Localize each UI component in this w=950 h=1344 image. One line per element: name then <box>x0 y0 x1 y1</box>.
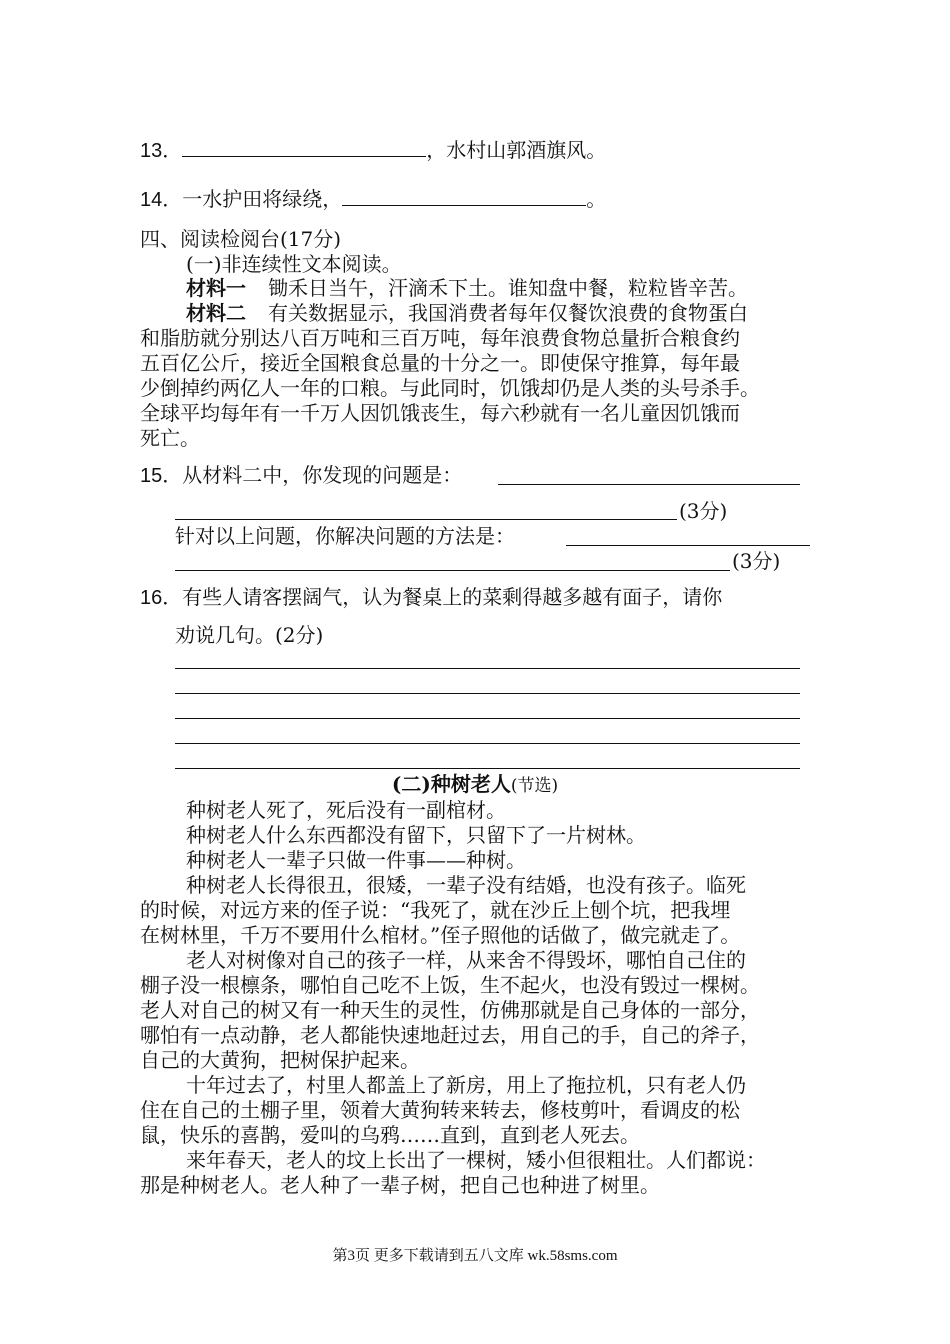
answer-line-16[interactable] <box>175 718 800 719</box>
story-line: 棚子没一根檩条，哪怕自己吃不上饭，生不起火，也没有毁过一棵树。 <box>140 973 760 997</box>
question-13-number: 13． <box>140 140 183 162</box>
answer-line-15a[interactable] <box>498 484 800 485</box>
material-2-line: 有关数据显示，我国消费者每年仅餐饮浪费的食物蛋白 <box>268 301 748 325</box>
question-15 <box>140 462 462 489</box>
question-16-text: 有些人请客摆阔气，认为餐桌上的菜剩得越多越有面子，请你 <box>182 585 723 609</box>
material-1 <box>186 275 748 301</box>
story-line: 自己的大黄狗，把树保护起来。 <box>140 1048 420 1072</box>
answer-line-16[interactable] <box>175 693 800 694</box>
story-line: 哪怕有一点动静，老人都能快速地赶过去，用自己的手，自己的斧子， <box>140 1023 760 1047</box>
page-footer: 第3页 更多下载请到五八文库 wk.58sms.com <box>332 1248 618 1264</box>
question-15-prompt-1: 从材料二中，你发现的问题是： <box>182 463 463 487</box>
material-1-label: 材料一 <box>186 276 246 300</box>
answer-line-15b[interactable] <box>175 519 677 520</box>
question-14-end: 。 <box>586 187 607 211</box>
answer-line-16[interactable] <box>175 668 800 669</box>
story-line: 老人对自己的树又有一种天生的灵性，仿佛那就是自己身体的一部分， <box>140 998 760 1022</box>
story-paragraph: 种树老人什么东西都没有留下，只留下了一片树林。 <box>186 823 646 847</box>
story-line: 在树林里，千万不要用什么棺材。”侄子照他的话做了，做完就走了。 <box>140 923 741 947</box>
material-2-line: 少倒掉约两亿人一年的口粮。与此同时，饥饿却仍是人类的头号杀手。 <box>140 376 760 400</box>
story-paragraph: 十年过去了，村里人都盖上了新房，用上了拖拉机，只有老人仍 <box>186 1073 746 1097</box>
story-line: 的时候，对远方来的侄子说：“我死了，就在沙丘上刨个坑，把我埋 <box>140 898 731 922</box>
question-13-text: ，水村山郭酒旗风。 <box>426 138 607 162</box>
question-16 <box>140 584 722 611</box>
part-2-title-note: (节选) <box>510 776 559 796</box>
material-2-line: 死亡。 <box>140 426 200 450</box>
question-15-number: 15． <box>140 465 183 487</box>
material-2-line: 和脂肪就分别达八百万吨和三百万吨，每年浪费食物总量折合粮食约 <box>140 326 740 350</box>
question-16-number: 16． <box>140 587 183 609</box>
question-16-text-line-2: 劝说几句。(2分) <box>175 623 324 647</box>
part-2-title <box>0 771 950 799</box>
story-paragraph: 老人对树像对自己的孩子一样，从来舍不得毁坏，哪怕自己住的 <box>186 948 746 972</box>
answer-blank-14[interactable] <box>342 187 586 206</box>
story-line: 鼠，快乐的喜鹊，爱叫的乌鸦……直到，直到老人死去。 <box>140 1123 640 1147</box>
story-paragraph: 来年春天，老人的坟上长出了一棵树，矮小但很粗壮。人们都说： <box>186 1148 766 1172</box>
question-14-text: 一水护田将绿绕， <box>182 187 343 211</box>
question-15-score-2: (3分) <box>732 549 781 573</box>
part-2-title-text: (二)种树老人 <box>391 772 511 796</box>
question-14-number: 14． <box>140 189 183 211</box>
answer-blank-13[interactable] <box>182 138 426 157</box>
material-2-line: 全球平均每年有一千万人因饥饿丧生，每六秒就有一名儿童因饥饿而 <box>140 401 740 425</box>
story-line: 那是种树老人。老人种了一辈子树，把自己也种进了树里。 <box>140 1173 660 1197</box>
material-2-label: 材料二 <box>186 301 246 325</box>
story-line: 住在自己的土棚子里，领着大黄狗转来转去，修枝剪叶，看调皮的松 <box>140 1098 740 1122</box>
story-paragraph: 种树老人长得很丑，很矮，一辈子没有结婚，也没有孩子。临死 <box>186 873 746 897</box>
question-15-prompt-2: 针对以上问题，你解决问题的方法是： <box>175 524 515 548</box>
story-paragraph: 种树老人一辈子只做一件事——种树。 <box>186 848 526 872</box>
material-2-first-line <box>186 300 748 326</box>
question-14 <box>140 186 606 213</box>
answer-line-15c[interactable] <box>566 545 810 546</box>
question-15-score-1: (3分) <box>679 499 728 523</box>
story-paragraph: 种树老人死了，死后没有一副棺材。 <box>186 798 506 822</box>
answer-line-16[interactable] <box>175 743 800 744</box>
answer-line-16[interactable] <box>175 768 800 769</box>
answer-line-15d[interactable] <box>175 570 730 571</box>
material-1-text: 锄禾日当午，汗滴禾下土。谁知盘中餐，粒粒皆辛苦。 <box>268 276 748 300</box>
section-4-title: 四、阅读检阅台(17分) <box>140 227 342 251</box>
question-13 <box>140 137 606 164</box>
material-2-line: 五百亿公斤，接近全国粮食总量的十分之一。即使保守推算，每年最 <box>140 351 740 375</box>
part-1-title: (一)非连续性文本阅读。 <box>186 252 402 276</box>
